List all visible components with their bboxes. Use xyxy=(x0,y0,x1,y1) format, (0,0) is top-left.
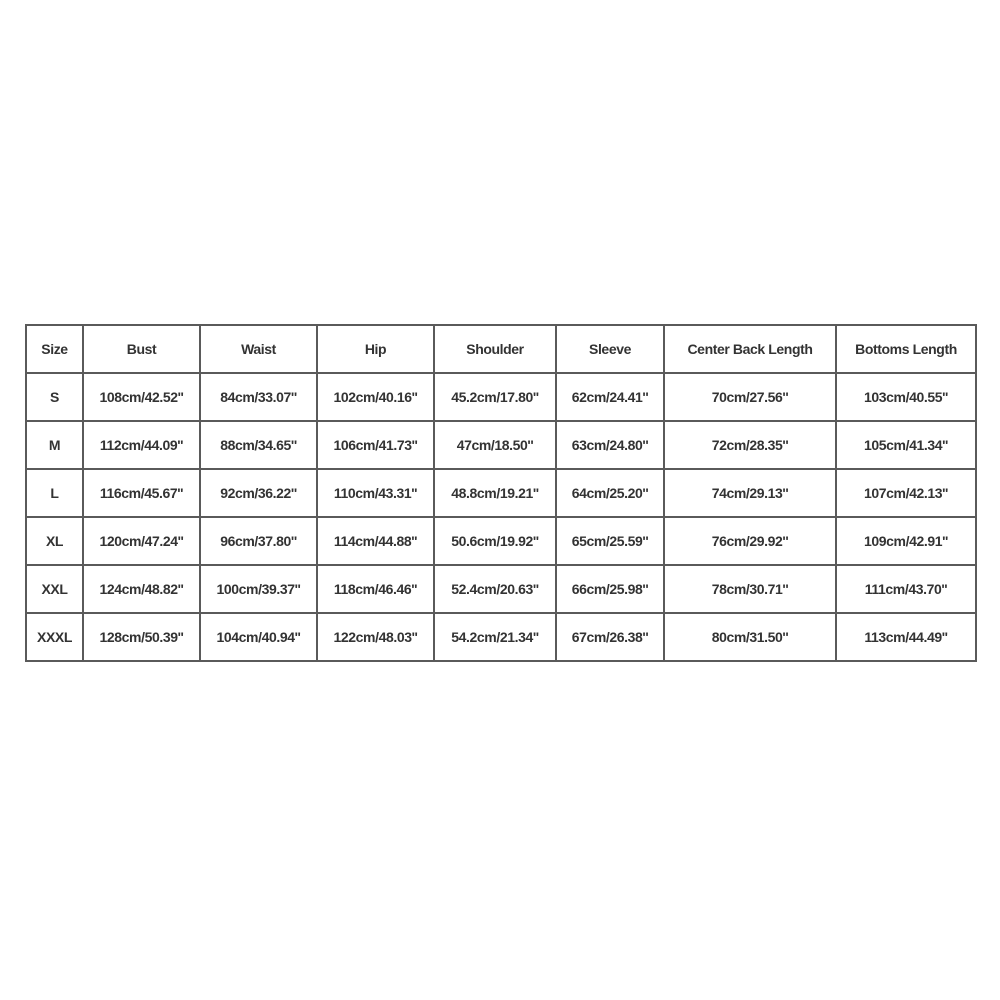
table-row xyxy=(26,613,976,661)
bottoms-length-cell: 109cm/42.91'' xyxy=(836,517,976,565)
header-bottoms-length: Bottoms Length xyxy=(836,325,976,373)
shoulder-cell: 45.2cm/17.80'' xyxy=(434,373,556,421)
bottoms-length-cell: 107cm/42.13'' xyxy=(836,469,976,517)
center-back-length-cell: 70cm/27.56'' xyxy=(664,373,836,421)
waist-cell: 96cm/37.80'' xyxy=(200,517,317,565)
bottoms-length-cell: 113cm/44.49'' xyxy=(836,613,976,661)
sleeve-cell: 62cm/24.41'' xyxy=(556,373,664,421)
bust-cell: 112cm/44.09'' xyxy=(83,421,200,469)
header-sleeve: Sleeve xyxy=(556,325,664,373)
sleeve-cell: 64cm/25.20'' xyxy=(556,469,664,517)
center-back-length-cell: 78cm/30.71'' xyxy=(664,565,836,613)
waist-cell: 100cm/39.37'' xyxy=(200,565,317,613)
header-size: Size xyxy=(26,325,83,373)
size-cell: S xyxy=(26,373,83,421)
hip-cell: 114cm/44.88'' xyxy=(317,517,434,565)
shoulder-cell: 50.6cm/19.92'' xyxy=(434,517,556,565)
table-row xyxy=(26,469,976,517)
center-back-length-cell: 80cm/31.50'' xyxy=(664,613,836,661)
hip-cell: 106cm/41.73'' xyxy=(317,421,434,469)
header-bust: Bust xyxy=(83,325,200,373)
table-row xyxy=(26,517,976,565)
bottoms-length-cell: 105cm/41.34'' xyxy=(836,421,976,469)
bust-cell: 108cm/42.52'' xyxy=(83,373,200,421)
header-waist: Waist xyxy=(200,325,317,373)
sleeve-cell: 63cm/24.80'' xyxy=(556,421,664,469)
size-cell: XL xyxy=(26,517,83,565)
bust-cell: 128cm/50.39'' xyxy=(83,613,200,661)
bottoms-length-cell: 103cm/40.55'' xyxy=(836,373,976,421)
size-chart-table xyxy=(25,324,977,662)
sleeve-cell: 66cm/25.98'' xyxy=(556,565,664,613)
waist-cell: 92cm/36.22'' xyxy=(200,469,317,517)
center-back-length-cell: 76cm/29.92'' xyxy=(664,517,836,565)
bust-cell: 124cm/48.82'' xyxy=(83,565,200,613)
header-hip: Hip xyxy=(317,325,434,373)
sleeve-cell: 67cm/26.38'' xyxy=(556,613,664,661)
hip-cell: 110cm/43.31'' xyxy=(317,469,434,517)
size-cell: M xyxy=(26,421,83,469)
size-cell: L xyxy=(26,469,83,517)
hip-cell: 118cm/46.46'' xyxy=(317,565,434,613)
sleeve-cell: 65cm/25.59'' xyxy=(556,517,664,565)
waist-cell: 88cm/34.65'' xyxy=(200,421,317,469)
bust-cell: 116cm/45.67'' xyxy=(83,469,200,517)
bottoms-length-cell: 111cm/43.70'' xyxy=(836,565,976,613)
shoulder-cell: 48.8cm/19.21'' xyxy=(434,469,556,517)
size-cell: XXXL xyxy=(26,613,83,661)
size-cell: XXL xyxy=(26,565,83,613)
size-chart xyxy=(25,324,975,662)
table-row xyxy=(26,373,976,421)
header-center-back-length: Center Back Length xyxy=(664,325,836,373)
table-row xyxy=(26,565,976,613)
header-shoulder: Shoulder xyxy=(434,325,556,373)
shoulder-cell: 47cm/18.50'' xyxy=(434,421,556,469)
hip-cell: 102cm/40.16'' xyxy=(317,373,434,421)
bust-cell: 120cm/47.24'' xyxy=(83,517,200,565)
table-row xyxy=(26,421,976,469)
center-back-length-cell: 74cm/29.13'' xyxy=(664,469,836,517)
header-row xyxy=(26,325,976,373)
shoulder-cell: 54.2cm/21.34'' xyxy=(434,613,556,661)
waist-cell: 84cm/33.07'' xyxy=(200,373,317,421)
shoulder-cell: 52.4cm/20.63'' xyxy=(434,565,556,613)
center-back-length-cell: 72cm/28.35'' xyxy=(664,421,836,469)
hip-cell: 122cm/48.03'' xyxy=(317,613,434,661)
waist-cell: 104cm/40.94'' xyxy=(200,613,317,661)
